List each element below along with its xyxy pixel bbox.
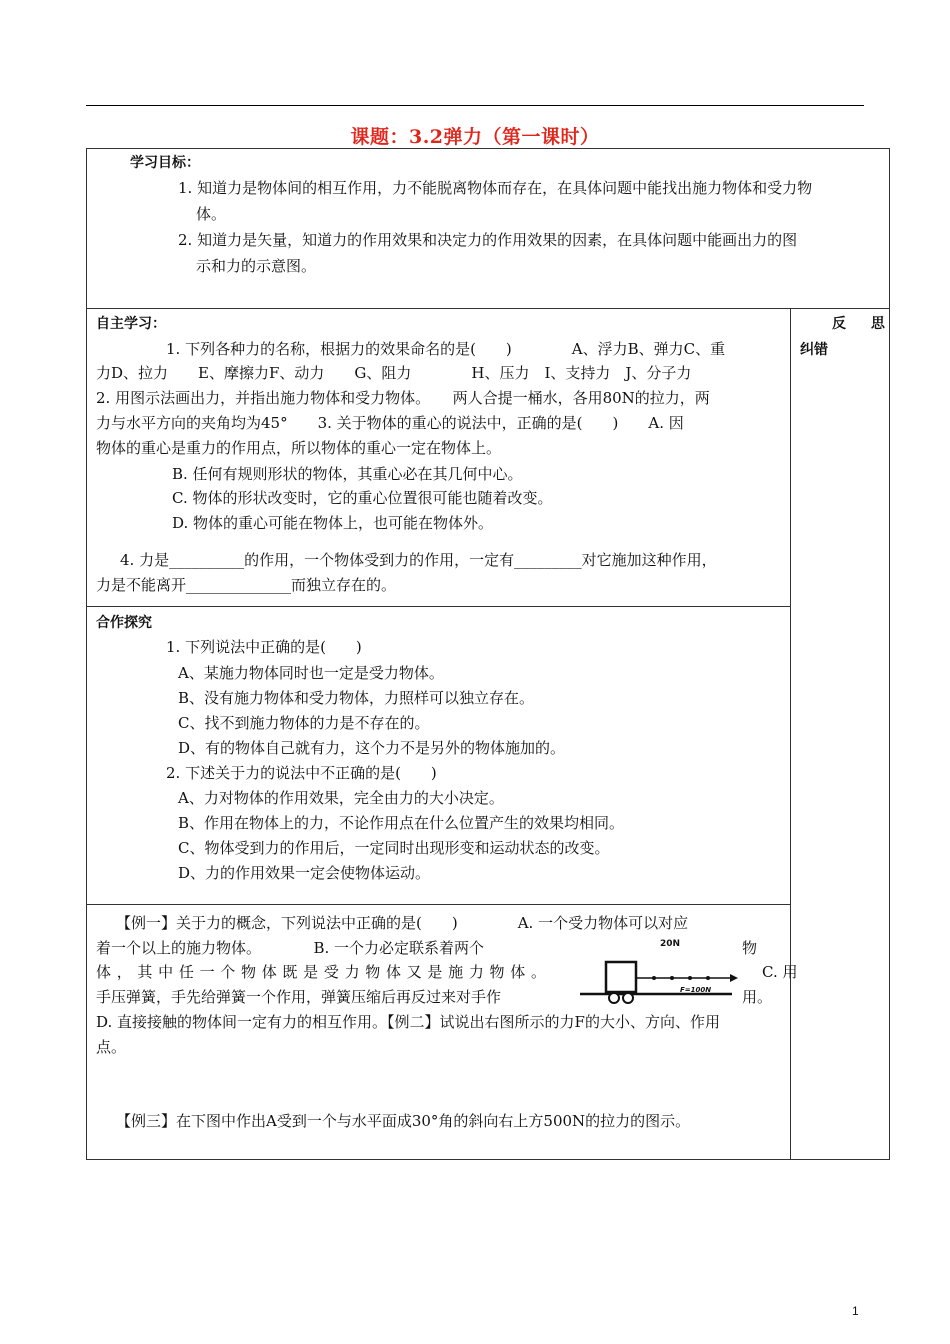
page-title: 课题：3.2弹力（第一课时） <box>350 126 600 148</box>
objective-1-line-1: 1. 知道力是物体间的相互作用，力不能脱离物体而存在，在具体问题中能找出施力物体和受力物 <box>178 179 813 197</box>
row-divider-2 <box>86 606 790 607</box>
scale-tick-3 <box>688 976 692 980</box>
scale-tick-1 <box>652 976 656 980</box>
self-study-heading: 自主学习： <box>96 316 166 332</box>
cooperation-q1-option-b: B、没有施力物体和受力物体，力照样可以独立存在。 <box>178 689 535 707</box>
correction-label: 纠错 <box>800 342 828 358</box>
example-1-line-4: 手压弹簧，手先给弹簧一个作用，弹簧压缩后再反过来对手作 <box>96 988 502 1006</box>
cooperation-q1: 1. 下列说法中正确的是( ) <box>166 638 362 656</box>
scale-label: 20N <box>660 939 681 949</box>
example-1-line-4-tail: 用。 <box>742 988 773 1006</box>
self-study-line-7: C. 物体的形状改变时，它的重心位置很可能也随着改变。 <box>172 489 553 507</box>
cooperation-q2-option-a: A、力对物体的作用效果，完全由力的大小决定。 <box>178 789 504 807</box>
header-rule <box>86 105 864 106</box>
self-study-line-3: 2. 用图示法画出力，并指出施力物体和受力物体。 两人合提一桶水，各用80N的拉力，两 <box>96 389 710 407</box>
example-2-line-2: 点。 <box>96 1038 127 1056</box>
self-study-line-5: 物体的重心是重力的作用点，所以物体的重心一定在物体上。 <box>96 439 502 457</box>
reflection-column-divider <box>790 308 791 1160</box>
objective-2-line-1: 2. 知道力是矢量，知道力的作用效果和决定力的作用效果的因素，在具体问题中能画出力的图 <box>178 231 798 249</box>
cooperation-q1-option-a: A、某施力物体同时也一定是受力物体。 <box>178 664 444 682</box>
page-number: 1 <box>852 1304 859 1318</box>
example-1-line-3-tail: C. 用 <box>762 963 798 981</box>
example-1-line-1: 【例一】关于力的概念，下列说法中正确的是( ) A. 一个受力物体可以对应 <box>116 914 689 932</box>
scale-tick-4 <box>706 976 710 980</box>
cooperation-q1-option-d: D、有的物体自己就有力，这个力不是另外的物体施加的。 <box>178 739 566 757</box>
cart-force-figure <box>572 932 742 1012</box>
example-3: 【例三】在下图中作出A受到一个与水平面成30°角的斜向右上方500N的拉力的图示。 <box>116 1112 691 1130</box>
example-1-line-2: 着一个以上的施力物体。 B. 一个力必定联系着两个 <box>96 939 485 957</box>
cooperation-heading: 合作探究 <box>96 615 152 631</box>
objectives-heading: 学习目标： <box>130 155 200 171</box>
example-2-line-1: D. 直接接触的物体间一定有力的相互作用。【例二】试说出右图所示的力F的大小、方向、作用 <box>96 1013 720 1031</box>
objective-2-line-2: 示和力的示意图。 <box>196 257 317 275</box>
cart-wheel-right <box>623 993 633 1003</box>
cart-wheel-left <box>609 993 619 1003</box>
self-study-line-2: 力D、拉力 E、摩擦力F、动力 G、阻力 H、压力 I、支持力 J、分子力 <box>96 364 692 382</box>
force-label: F=100N <box>680 986 712 994</box>
example-1-line-2-tail: 物 <box>742 939 758 957</box>
scale-tick-2 <box>670 976 674 980</box>
cooperation-q1-option-c: C、找不到施力物体的力是不存在的。 <box>178 714 430 732</box>
cooperation-q2-option-d: D、力的作用效果一定会使物体运动。 <box>178 864 431 882</box>
objective-1-line-2: 体。 <box>196 205 227 223</box>
self-study-line-10: 力是不能离开______________而独立存在的。 <box>96 576 397 594</box>
row-divider-3 <box>86 904 790 905</box>
reflection-label: 反 思 <box>832 316 895 332</box>
self-study-line-8: D. 物体的重心可能在物体上，也可能在物体外。 <box>172 514 494 532</box>
cooperation-q2: 2. 下述关于力的说法中不正确的是( ) <box>166 764 437 782</box>
self-study-line-6: B. 任何有规则形状的物体，其重心必在其几何中心。 <box>172 465 523 483</box>
cooperation-q2-option-b: B、作用在物体上的力，不论作用点在什么位置产生的效果均相同。 <box>178 814 625 832</box>
example-1-line-3: 体，其中任一个物体既是受力物体又是施力物体。 <box>96 963 546 981</box>
self-study-line-9: 4. 力是__________的作用，一个物体受到力的作用，一定有_________对它施加这种作用， <box>120 551 717 569</box>
self-study-line-1: 1. 下列各种力的名称，根据力的效果命名的是( ) A、浮力B、弹力C、重 <box>166 340 726 358</box>
cart-body <box>606 962 636 992</box>
cooperation-q2-option-c: C、物体受到力的作用后，一定同时出现形变和运动状态的改变。 <box>178 839 610 857</box>
row-divider-1 <box>86 308 890 309</box>
self-study-line-4: 力与水平方向的夹角均为45° 3. 关于物体的重心的说法中，正确的是( ) A. 因 <box>96 414 684 432</box>
force-arrow-head <box>730 974 738 982</box>
